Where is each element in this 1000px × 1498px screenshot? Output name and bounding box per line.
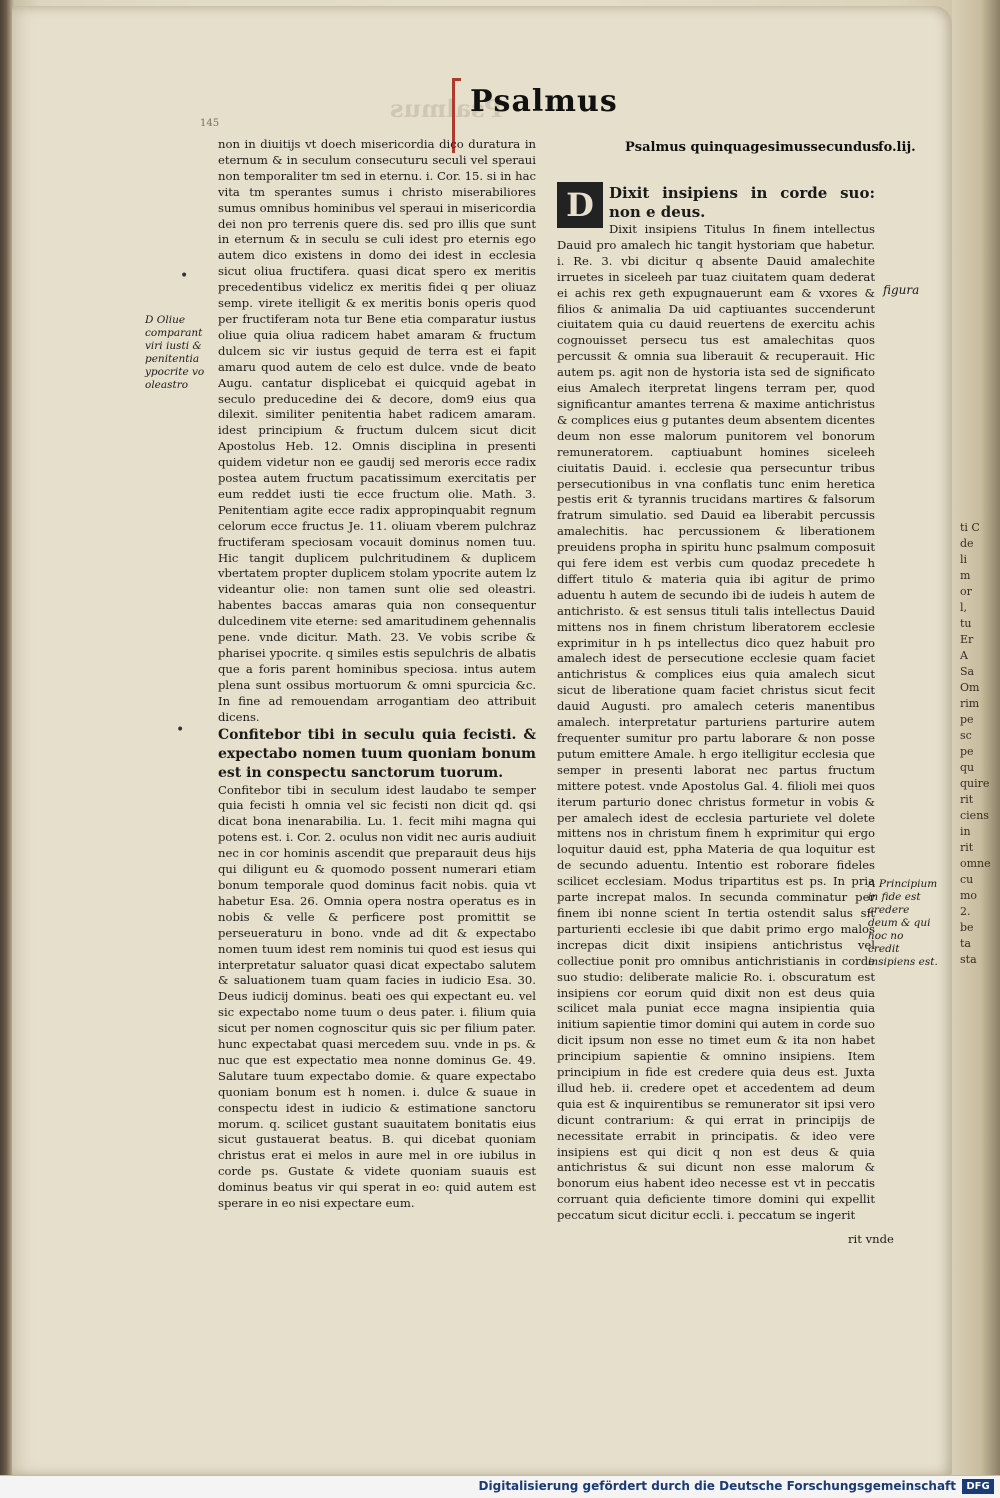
margin-note-left: D Oliue comparant viri iusti & penitentia ypocrite vo oleastro: [145, 314, 205, 391]
psalm-incipit: Dixit insipiens in corde suo: non e deus.: [609, 184, 875, 221]
commentary-paragraph: Dixit insipiens Titulus In finem intellectus Dauid pro amalech hic tangit hystoriam que habetur. i. Re. 3. vbi dicitur q absente Dauid amalechite irruetes in siceleeh par tuaz ciuitatem quam dederat ei achis rex geth expugnauerunt eam & vxores & filios & animalia Da uid captiuantes succenderunt ciuitatem quia cu dauid reuertens de exercitu achis cognouisset persecu tus est amalechitas quos percussit & omnia sua liberauit & recuperauit. Hic autem ps. agit non de hystoria ista sed de significato eius Amalech iterpretat lingens terram per, quod significantur amantes terrena & maxime antichristus & complices eius g putantes deum absentem dicentes deum non esse malorum punitorem vel bonorum remuneratorem. captiuabunt homines siceleeh ciuitatis Dauid. i. ecclesie qua persecuntur tribus persecutionibus in vna conflatis tunc enim heretica pestis erit & tyrannis trucidans martires & falsorum fratrum simulatio. sed Dauid ea liberabit percussis amalechitis. hac percussionem & liberationem preuidens propha in spiritu hunc psalmum composuit qui fere idem est verbis cum quodaz precedete h differt titulo & materia quia ibi agitur de primo aduentu h autem de secundo ibi de iudeis h autem de antichristo. & est sensus tituli talis intellectus Dauid mittens nos in finem christum liberatorem ecclesie exprimitur in h ps intellectus dico quez habuit pro amalech idest de persecutione ecclesie quam faciet antichristus & complices eius quia amalech sicut sicut de liberatione quam faciet christus sicut fecit dauid Augusti. pro amalech ceteris manentibus amalech. interpretatur parturiens parturire autem frequenter sumitur pro partu laborare & non posse putum emittere Amale. h ergo itelligitur ecclesia que semper in presenti laborat nec partus fructum mittere potest. vnde Apostolus Gal. 4. filioli mei quos iterum parturio donec christus formetur in vobis & per amalech idest de ecclesia parturiete vel dolete mittens nos in christum finem h exprimitur qui ergo loquitur dauid est, ppha Materia de qua loquitur est de secundo aduentu. Intentio est roborare fideles scilicet ecclesiam. Modus tripartitus est ps. In pria parte increpat malos. In secunda comminatur per finem ibi nonne scient In tertia ostendit salus sit parturienti ecclesie ibi que dabit primo ergo malos increpas dicit dixit insipiens antichristus vel collectiue ponit pro omnibus antichristianis in corde suo studio: deliberate malicie Ro. i. obscuratum est insipiens cor eorum quid dixit non est deus quia scilicet mala puniat ecce magna insipientia quia initium sapientie timor domini qui autem in corde suo dicit ipsum non esse no timet eum & ita non habet principium sapientie & omnino insipiens. Item principium in fide est credere quia deus est. Juxta illud heb. ii. credere opet et accedentem ad deum quia est & inquirentibus se remunerator sit ipsi vero dicunt contrarium: & qui errat in principijs de necessitate errabit in principatis. & ideo vere insipiens est qui dicit q non est deus & quia antichristus & sui dicunt non esse malorum & bonorum eius habent ideo necesse est vt in peccatis corruant quia deficiente timore domini qui expellit peccatum sicut dicitur eccli. i. peccatum se ingerit: [557, 222, 875, 1223]
commentary-paragraph: non in diuitijs vt doech misericordia dico duratura in eternum & in seculum consecuturu seculi vel speraui non temporaliter tm sed in eternu. i. Cor. 15. si in hac vita tm sperantes sumus i christo miserabiliores sumus omnibus hominibus vel speraui in misericordia dei non pro terrenis quere dis. sed pro illis que sunt in eternum & in seculu se culi idest pro eternis ego autem dico existens in domo dei idest in ecclesia sicut oliua fructifera. quasi dicat spero ex meritis precedentibus videlicz ex meritis fidei q per oliuaz semp. virete itelligit & ex meritis bonis operis quod per fructiferam nota tur Bene etia comparatur iustus oliue quia oliua radicem habet amaram & fructum dulcem sic vir iustus gequid de terra est ei fapit amaru quod autem de celo est dulce. vnde de beato Augu. cantatur displicebat ei quicquid agebat in seculo preducedine dei & decore, dom9 eius qua dilexit. similiter penitentia habet radicem amaram. idest principium & fructum dulcem sicut dicit Apostolus Heb. 12. Omnis disciplina in presenti quidem videtur non ee gaudij sed meroris ecce radix postea autem fructum pacatissimum exercitatis per eum reddet iusti tie ecce fructum olie. Math. 3. Penitentiam agite ecce radix appropinquabit regnum celorum ecce fructus Je. 11. oliuam vberem pulchraz fructiferam speciosam vocauit dominus nomen tuu. Hic tangit duplicem pulchritudinem & duplicem vbertatem propter duplicem stolam ypocrite autem lz videantur olie: non tamen sunt olie sed oleastri. habentes baccas amaras quia non consequentur dulcedinem vite eterne: sed amaritudinem gehennalis pene. vnde dicitur. Math. 23. Ve vobis scribe & pharisei ypocrite. q similes estis sepulchris de albatis que a foris parent hominibus speciosa. intus autem plena sunt ossibus mortuorum & omni spurcicia &c. In fine ad remouendam arrogantiam deo attribuit dicens.: [218, 137, 536, 724]
running-head: Psalmus quinquagesimussecundus: [625, 140, 879, 155]
left-text-column: [218, 137, 536, 1257]
catchword: rit vnde: [848, 1232, 894, 1246]
footer-bar: [0, 1475, 1000, 1498]
page-number: 145: [200, 118, 220, 129]
footer-credit: Digitalisierung gefördert durch die Deutsche Forschungsgemeinschaft: [478, 1479, 956, 1493]
folio-number: fo.lij.: [878, 140, 916, 155]
dfg-logo: DFG: [962, 1479, 994, 1494]
decorated-initial: D: [557, 182, 603, 228]
psalm-verse-lemma: Confitebor tibi in seculu quia fecisti. & expectabo nomen tuum quoniam bonum est in conspectu sanctorum tuorum.: [218, 726, 536, 781]
page-title: Psalmus: [470, 84, 618, 119]
facing-page-bleed: ti C de li m or l, tu Er A Sa Om rim pe sc pe qu quire rit ciens in rit omne cu mo 2. be ta sta: [960, 521, 991, 966]
right-text-column: [557, 180, 875, 1300]
margin-mark: •: [176, 722, 185, 738]
show-through-title: Psalmus: [390, 94, 503, 123]
commentary-paragraph: Confitebor tibi in seculum idest laudabo te semper quia fecisti h omnia vel sic fecisti non dicit qd. qsi dicat bona inenarabilia. Lu. 1. fecit mihi magna qui potens est. i. Cor. 2. oculus non vidit nec auris audiuit nec in cor hominis ascendit que preparauit deus hijs qui diligunt eu & quomodo possent numerari etiam bonum temporale quod dominus facit nobis. quia vt habetur Esa. 26. Omnia opera nostra operatus es in nobis & velle & perficere post promittit se perseueraturu in bono. vnde ad dit & expectabo nomen tuum idest rem nominis tui quod est iesus qui interpretatur saluator quasi dicat expectabo salutem & saluationem tuam quam facies in iudicio Esa. 30. Deus iudicij dominus. beati oes qui expectant eu. vel sic expectabo nome tuum o deus pater. i. filium quia sicut per nomen cognoscitur quis sic per filium pater. hunc expectabat quasi mercedem suu. vnde in ps. & nuc que est expectatio mea nonne dominus Ge. 49. Salutare tuum expectabo domie. & quare expectabo quoniam bonum est h nomen. i. dulce & suaue in conspectu idest in iudicio & estimatione sanctoru morum. q. scilicet gustant suauitatem bonitatis eius sicut gustauerat beatus. B. qui dicebat quoniam christus erat ei melos in aure mel in ore iubilus in corde ps. Gustate & videte quoniam suauis est dominus beatus vir qui sperat in eo: quid autem est sperare in eo nisi expectare eum.: [218, 782, 536, 1211]
margin-note-right: A Principium in fide est credere deum & qui hoc no credit insipiens est.: [868, 878, 938, 968]
margin-note-figura: figura: [883, 283, 920, 297]
margin-mark: •: [180, 268, 189, 284]
